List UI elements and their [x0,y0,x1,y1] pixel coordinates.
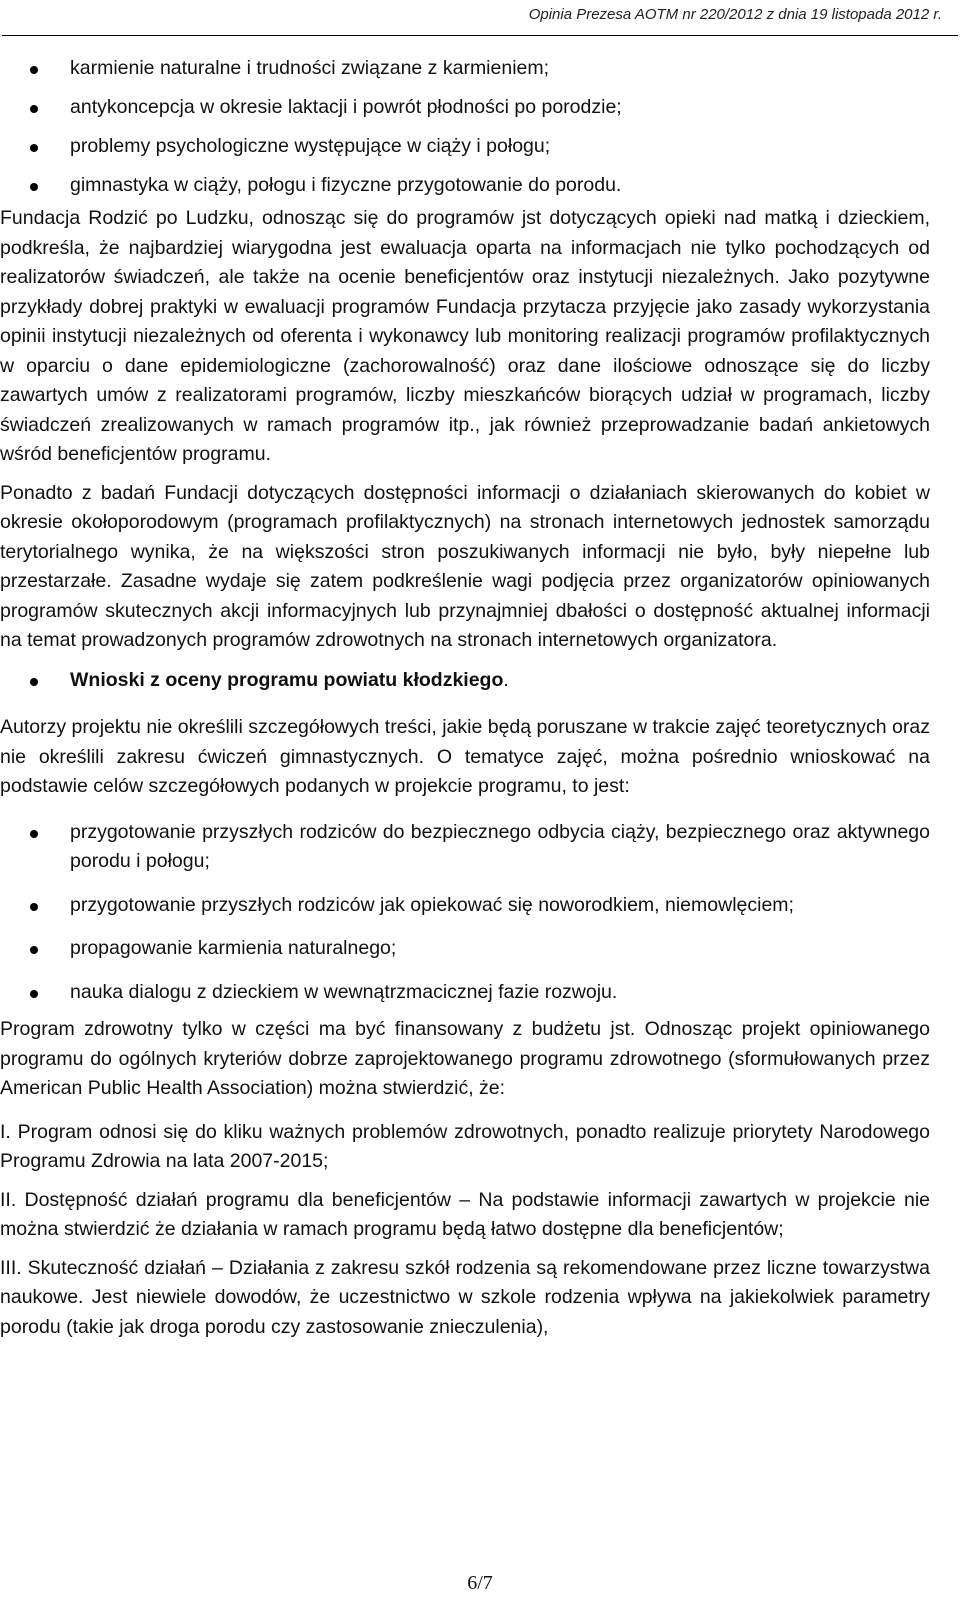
list-item: przygotowanie przyszłych rodziców jak opiekować się noworodkiem, niemowlęciem; [0,891,930,921]
running-header: Opinia Prezesa AOTM nr 220/2012 z dnia 19 listopada 2012 r. [528,6,942,23]
list-item: antykoncepcja w okresie laktacji i powrót płodności po porodzie; [0,93,930,122]
paragraph-authors: Autorzy projektu nie określili szczegółowych treści, jakie będą poruszane w trakcie zajęć teoretycznych oraz nie określili zakresu ćwiczeń gimnastycznych. O tematyce zajęć, można pośrednio wnioskować na podstawie celów szczegółowych podanych w projekcie programu, to jest: [0,716,930,797]
bullet-icon [30,830,38,838]
header-rule [2,35,958,36]
bullet-icon [30,990,38,998]
list-item: nauka dialogu z dzieckiem w wewnątrzmacicznej fazie rozwoju. [0,978,930,1008]
objectives-list [0,818,930,1008]
document-body [0,54,930,1351]
conclusion-heading-list [0,666,930,696]
paragraph-financing: Program zdrowotny tylko w części ma być finansowany z budżetu jst. Odnosząc projekt opiniowanego programu do ogólnych kryteriów dobrze zaprojektowanego programu zdrowotnego (sformułowanych przez American Public Health Association) można stwierdzić, że: [0,1018,930,1099]
paragraph-information-access: Ponadto z badań Fundacji dotyczących dostępności informacji o działaniach skierowanych do kobiet w okresie okołoporodowym (programach profilaktycznych) na stronach internetowych jednostek samorządu terytorialnego wynika, że na większości stron poszukiwanych informacji nie było, były niepełne lub przestarzałe. Zasadne wydaje się zatem podkreślenie wagi podjęcia przez organizatorów opiniowanych programów skutecznych akcji informacyjnych lub przynajmniej dbałości o dostępność aktualnej informacji na temat prowadzonych programów zdrowotnych na stronach internetowych organizatora. [0,481,930,651]
list-item: przygotowanie przyszłych rodziców do bezpiecznego odbycia ciąży, bezpiecznego oraz aktywnego porodu i połogu; [0,818,930,877]
list-item: gimnastyka w ciąży, połogu i fizyczne przygotowanie do porodu. [0,171,930,200]
list-item: propagowanie karmienia naturalnego; [0,934,930,964]
criterion-iii: III. Skuteczność działań – Działania z zakresu szkół rodzenia są rekomendowane przez liczne towarzystwa naukowe. Jest niewiele dowodów, że uczestnictwo w szkole rodzenia wpływa na jakiekolwiek parametry porodu (takie jak droga porodu czy zastosowanie znieczulenia), [0,1256,930,1338]
list-item: karmienie naturalne i trudności związane z karmieniem; [0,54,930,83]
list-item: problemy psychologiczne występujące w ciąży i połogu; [0,132,930,161]
conclusion-heading: Wnioski z oceny programu powiatu kłodzkiego. [0,666,930,696]
criterion-i: I. Program odnosi się do kliku ważnych problemów zdrowotnych, ponadto realizuje priorytety Narodowego Programu Zdrowia na lata 2007-2015; [0,1120,930,1172]
criterion-ii: II. Dostępność działań programu dla beneficjentów – Na podstawie informacji zawartych w projekcie nie można stwierdzić że działania w ramach programu będą łatwo dostępne dla beneficjentów; [0,1188,930,1240]
bullet-icon [30,946,38,954]
bullet-icon [30,678,38,686]
bullet-icon [30,105,38,113]
bullet-icon [30,66,38,74]
bullet-icon [30,903,38,911]
page-number: 6/7 [467,1572,493,1594]
bullet-icon [30,144,38,152]
topic-list [0,54,930,200]
paragraph-evaluation: Fundacja Rodzić po Ludzku, odnosząc się do programów jst dotyczących opieki nad matką i dzieckiem, podkreśla, że najbardziej wiarygodna jest ewaluacja oparta na informacjach nie tylko pochodzących od realizatorów świadczeń, ale także na ocenie beneficjentów oraz instytucji niezależnych. Jako pozytywne przykłady dobrej praktyki w ewaluacji programów Fundacja przytacza przyjęcie jako zasady wykorzystania opinii instytucji niezależnych od oferenta i wykonawcy lub monitoring realizacji programów profilaktycznych w oparciu o dane epidemiologiczne (zachorowalność) oraz dane ilościowe odnoszące się do liczby zawartych umów z realizatorami programów, liczby mieszkańców biorących udział w programach, liczby świadczeń zrealizowanych w ramach programów itp., jak również przeprowadzanie badań ankietowych wśród beneficjentów programu. [0,207,930,465]
bullet-icon [30,183,38,191]
